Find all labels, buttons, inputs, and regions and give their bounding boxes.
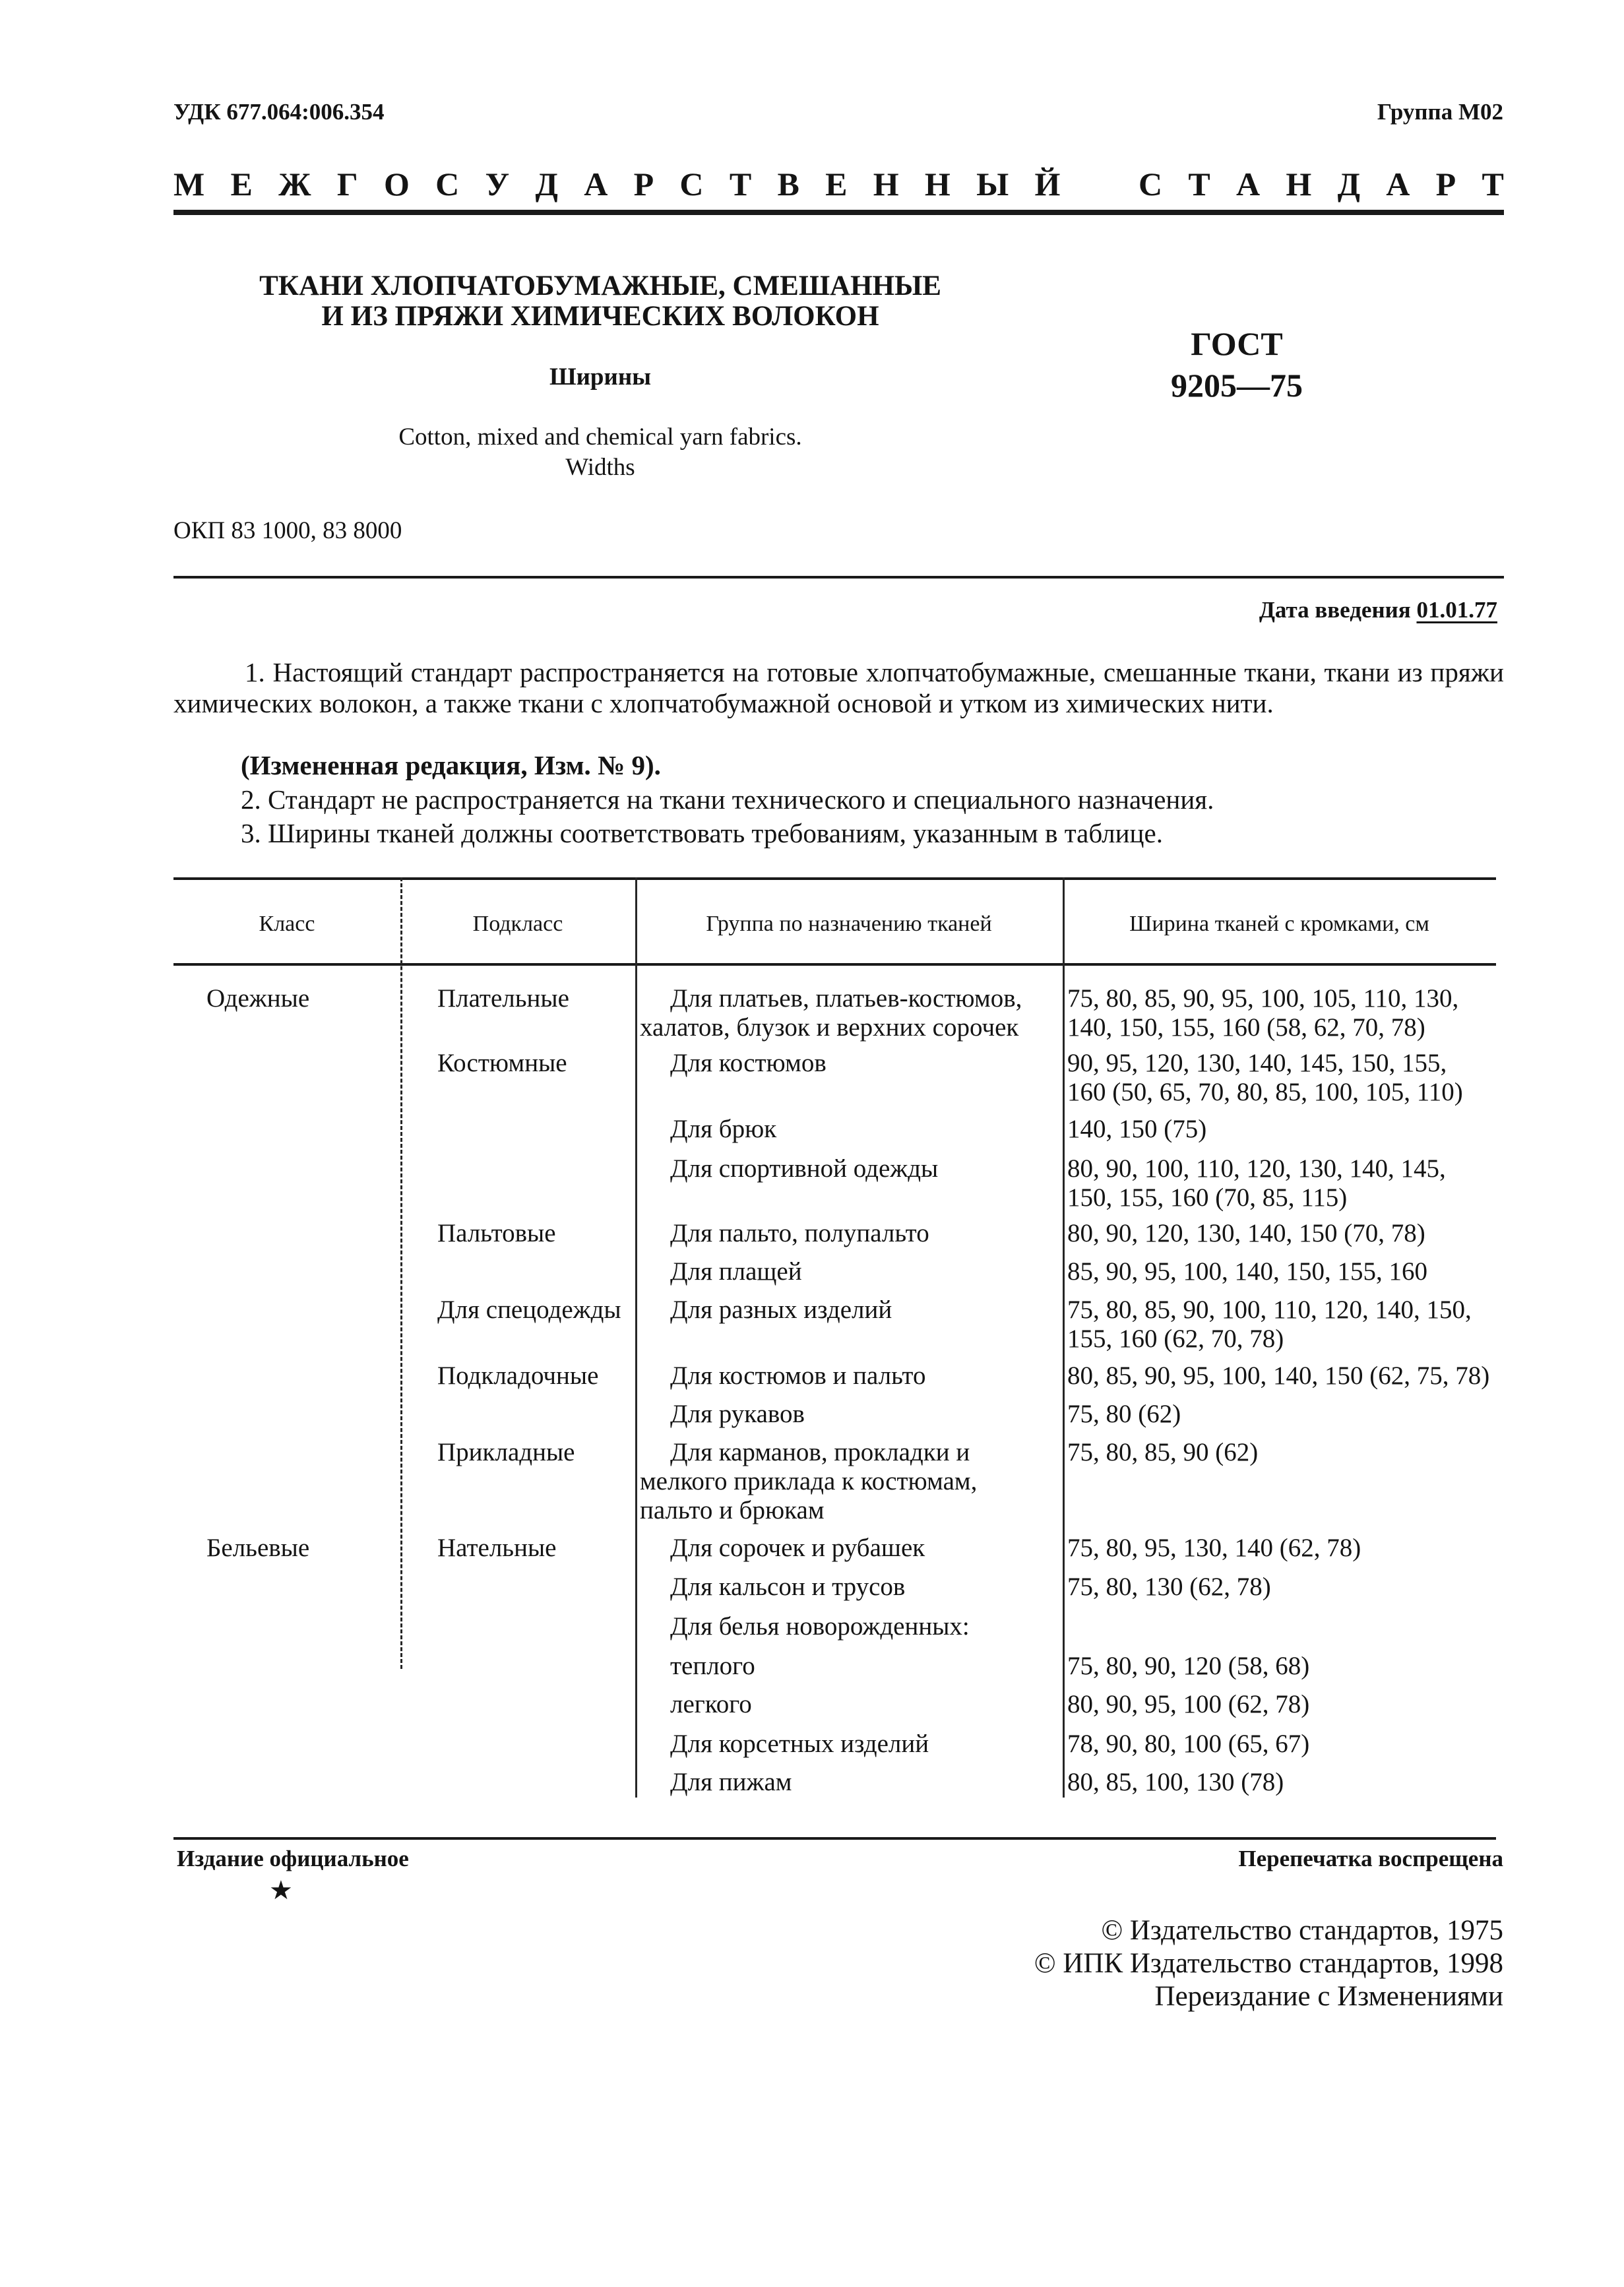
banner-letter: Н [1286,166,1312,203]
reissue-note: Переиздание с Изменениями [1154,1981,1503,2012]
copyright-1998: © ИПК Издательство стандартов, 1998 [1034,1948,1503,1979]
table-cell-purpose: Для пальто, полупальто [670,1219,929,1247]
table-cell-subclass: Плательные [437,984,569,1013]
table-cell-width: 85, 90, 95, 100, 140, 150, 155, 160 [1067,1257,1427,1286]
table-cell-subclass: Подкладочные [437,1362,599,1390]
table-cell-purpose-continued: мелкого приклада к костюмам, [640,1467,978,1495]
paragraph-2: 2. Стандарт не распространяется на ткани технического и специального назначения. [241,784,1214,815]
banner-gap [1086,165,1113,203]
gost-label: ГОСТ [1191,325,1283,362]
table-cell-width-continued: 150, 155, 160 (70, 85, 115) [1067,1183,1348,1212]
title-rule [173,576,1504,579]
table-cell-purpose: Для костюмов [670,1049,827,1077]
header-purpose-group: Группа по назначению тканей [706,912,992,936]
banner-letter: Р [1435,166,1456,203]
table-cell-width: 75, 80, 95, 130, 140 (62, 78) [1067,1534,1361,1562]
group-code: Группа М02 [1377,99,1503,125]
banner-letter: М [173,166,205,203]
gost-number [1118,323,1356,406]
gost-code: 9205—75 [1171,367,1303,404]
introduction-date [1259,597,1497,623]
banner-letter: Е [230,166,253,203]
table-cell-width: 80, 85, 90, 95, 100, 140, 150 (62, 75, 78) [1067,1362,1490,1390]
table-cell-purpose: Для корсетных изделий [670,1730,929,1758]
banner-letter: С [1138,166,1163,203]
banner-letter: Ы [976,166,1009,203]
table-cell-subclass: Для спецодежды [437,1296,621,1324]
table-top-rule [173,877,1496,880]
table-cell-width-continued: 160 (50, 65, 70, 80, 85, 100, 105, 110) [1067,1078,1463,1106]
banner-letter: Р [633,166,654,203]
banner-letter: Г [336,166,358,203]
table-cell-subclass: Костюмные [437,1049,567,1077]
star-icon: ★ [269,1875,293,1905]
paragraph-3: 3. Ширины тканей должны соответствовать требованиям, указанным в таблице. [241,818,1163,848]
banner-letter: С [435,166,460,203]
table-cell-purpose: Для кальсон и трусов [670,1573,906,1601]
table-cell-purpose: Для белья новорожденных: [670,1612,970,1641]
table-cell-purpose: Для карманов, прокладки и [670,1438,970,1466]
table-cell-purpose: Для плащей [670,1257,802,1286]
table-cell-subclass: Прикладные [437,1438,575,1466]
title-line-1: ТКАНИ ХЛОПЧАТОБУМАЖНЫЕ, СМЕШАННЫЕ [259,270,941,301]
table-cell-purpose: Для платьев, платьев-костюмов, [670,984,1022,1013]
table-cell-width: 75, 80, 130 (62, 78) [1067,1573,1271,1601]
table-cell-width: 90, 95, 120, 130, 140, 145, 150, 155, [1067,1049,1447,1077]
copyright-1975: © Издательство стандартов, 1975 [1101,1915,1503,1946]
banner-letter: С [679,166,704,203]
banner-letter: А [1386,166,1410,203]
banner-letter: А [584,166,608,203]
table-bottom-rule [173,1837,1496,1840]
table-cell-class: Одежные [206,984,310,1013]
table-cell-purpose: легкого [670,1690,752,1718]
table-cell-purpose: Для сорочек и рубашек [670,1534,925,1562]
english-title [251,422,950,483]
table-cell-width: 75, 80, 85, 90 (62) [1067,1438,1259,1466]
english-title-line-2: Widths [565,454,635,481]
table-cell-width: 140, 150 (75) [1067,1115,1207,1143]
table-cell-subclass: Пальтовые [437,1219,556,1247]
banner-letter: У [485,166,510,203]
document-subtitle: Ширины [549,363,652,391]
table-cell-width-continued: 140, 150, 155, 160 (58, 62, 70, 78) [1067,1013,1425,1042]
table-cell-purpose: Для костюмов и пальто [670,1362,926,1390]
header-subclass: Подкласс [472,912,563,936]
document-title [251,271,950,332]
table-cell-width: 75, 80, 85, 90, 95, 100, 105, 110, 130, [1067,984,1459,1013]
banner-letter: Д [535,166,558,203]
banner-letter: Е [825,166,848,203]
table-cell-purpose: теплого [670,1652,755,1680]
table-cell-purpose: Для рукавов [670,1400,805,1428]
banner-letter: Д [1337,166,1360,203]
table-cell-purpose: Для брюк [670,1115,777,1143]
paragraph-1: 1. Настоящий стандарт распространяется на готовые хлопчатобумажные, смешанные ткани, ткани из пряжи химических волокон, а также ткани с хлопчатобумажной основой и утком из химических нити. [173,657,1504,718]
introduction-date-label: Дата введения [1259,597,1411,623]
table-cell-subclass: Нательные [437,1534,557,1562]
table-cell-width: 80, 90, 120, 130, 140, 150 (70, 78) [1067,1219,1425,1247]
header-rule [173,210,1504,215]
table-divider-3 [1063,877,1065,1798]
english-title-line-1: Cotton, mixed and chemical yarn fabrics. [398,423,802,451]
banner-letter: Т [1482,166,1504,203]
table-cell-purpose: Для пижам [670,1768,792,1796]
table-divider-2 [635,877,637,1798]
table-header-rule [173,963,1496,966]
interstate-standard-banner [173,165,1504,203]
table-cell-purpose-continued: пальто и брюкам [640,1496,825,1524]
udk-code: УДК 677.064:006.354 [173,99,385,125]
table-cell-class: Бельевые [206,1534,310,1562]
table-cell-width: 75, 80, 85, 90, 100, 110, 120, 140, 150, [1067,1296,1472,1324]
banner-letter: Ж [278,166,311,203]
reprint-prohibited: Перепечатка воспрещена [1238,1846,1503,1871]
header-width: Ширина тканей с кромками, см [1129,912,1429,936]
table-cell-width: 78, 90, 80, 100 (65, 67) [1067,1730,1310,1758]
publisher-block [1034,1914,1503,2013]
table-cell-width: 80, 90, 100, 110, 120, 130, 140, 145, [1067,1154,1446,1183]
title-line-2: И ИЗ ПРЯЖИ ХИМИЧЕСКИХ ВОЛОКОН [321,301,879,332]
banner-letter: О [383,166,410,203]
table-cell-width: 75, 80, 90, 120 (58, 68) [1067,1652,1310,1680]
table-cell-purpose: Для спортивной одежды [670,1154,939,1183]
banner-letter: Т [1188,166,1210,203]
official-edition: Издание официальное [177,1846,409,1871]
table-cell-width: 80, 85, 100, 130 (78) [1067,1768,1284,1796]
banner-letter: А [1236,166,1261,203]
paragraph-1-note: (Измененная редакция, Изм. № 9). [241,750,661,780]
introduction-date-value: 01.01.77 [1416,597,1497,623]
banner-letter: Н [873,166,899,203]
header-class: Класс [259,912,315,936]
table-cell-width: 75, 80 (62) [1067,1400,1181,1428]
banner-letter: В [777,166,799,203]
table-cell-width: 80, 90, 95, 100 (62, 78) [1067,1690,1310,1718]
banner-letter: Н [924,166,951,203]
table-cell-width-continued: 155, 160 (62, 70, 78) [1067,1325,1284,1353]
banner-letter: Й [1034,166,1061,203]
table-cell-purpose-continued: халатов, блузок и верхних сорочек [640,1013,1019,1042]
okp-code: ОКП 83 1000, 83 8000 [173,517,402,544]
table-divider-1 [400,877,402,1669]
banner-letter: Т [729,166,752,203]
table-cell-purpose: Для разных изделий [670,1296,892,1324]
